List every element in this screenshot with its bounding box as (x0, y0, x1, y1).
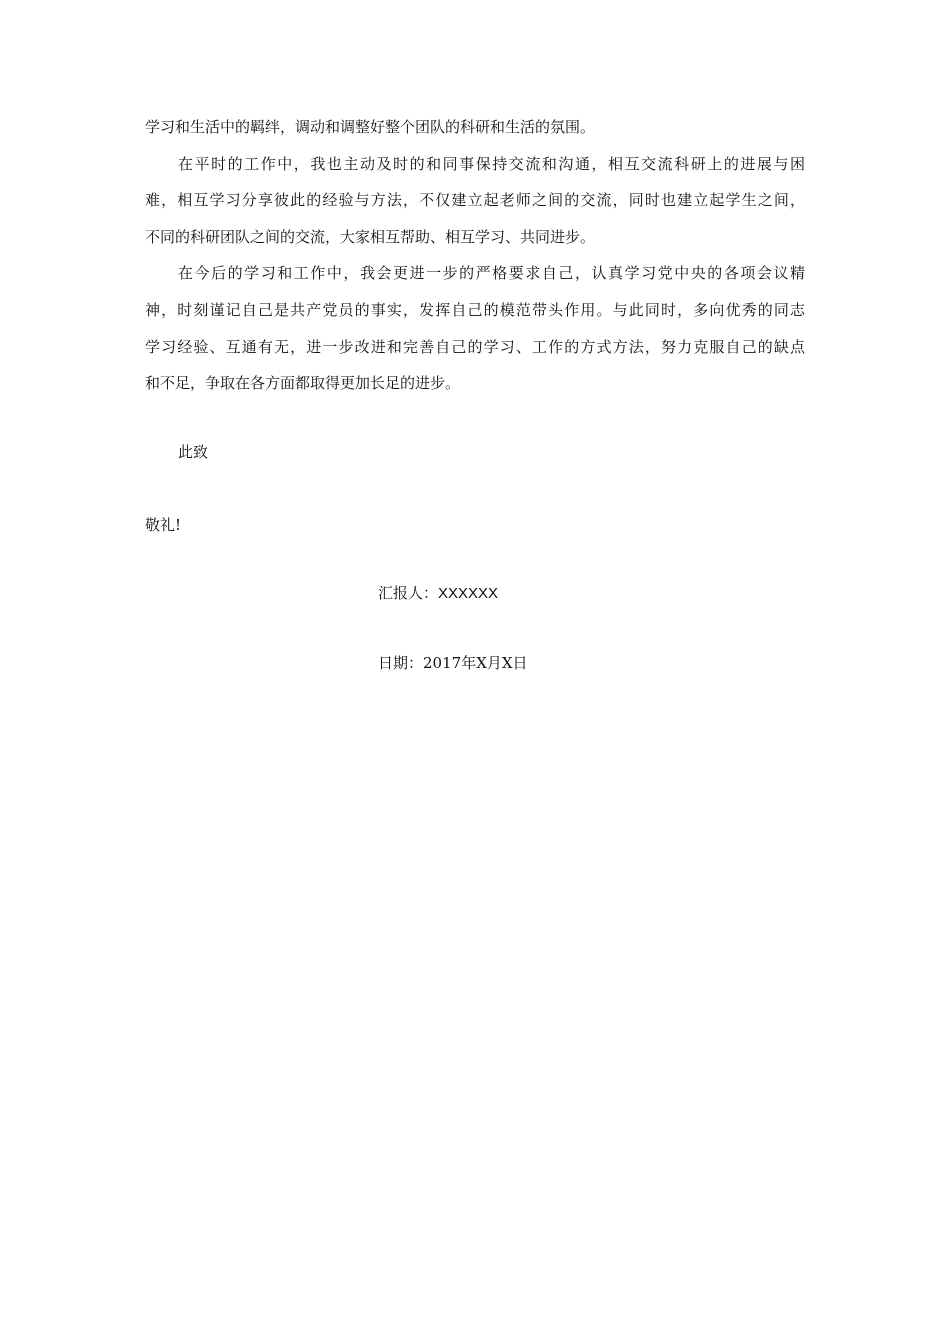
paragraph-line: 在平时的工作中，我也主动及时的和同事保持交流和沟通，相互交流科研上的进展与困 (178, 155, 805, 173)
paragraph-line: 神，时刻谨记自己是共产党员的事实，发挥自己的模范带头作用。与此同时，多向优秀的同志 (145, 301, 805, 319)
salutation: 此致 (178, 443, 209, 461)
reporter-label: 汇报人： (378, 584, 439, 602)
date-label: 日期： (378, 654, 424, 672)
regards: 敬礼! (145, 516, 182, 534)
reporter-line (378, 583, 498, 604)
date-line (378, 653, 528, 673)
paragraph-line: 学习经验、互通有无，进一步改进和完善自己的学习、工作的方式方法，努力克服自己的缺点 (145, 338, 805, 356)
paragraph-line: 学习和生活中的羁绊，调动和调整好整个团队的科研和生活的氛围。 (145, 118, 596, 136)
paragraph-line: 不同的科研团队之间的交流，大家相互帮助、相互学习、共同进步。 (145, 228, 596, 246)
reporter-name: XXXXXX (438, 585, 499, 602)
paragraph-line: 难，相互学习分享彼此的经验与方法，不仅建立起老师之间的交流，同时也建立起学生之间， (145, 191, 805, 209)
paragraph-line: 和不足，争取在各方面都取得更加长足的进步。 (145, 374, 461, 392)
date-value: 2017年X月X日 (423, 654, 528, 672)
paragraph-line: 在今后的学习和工作中，我会更进一步的严格要求自己，认真学习党中央的各项会议精 (178, 264, 805, 282)
